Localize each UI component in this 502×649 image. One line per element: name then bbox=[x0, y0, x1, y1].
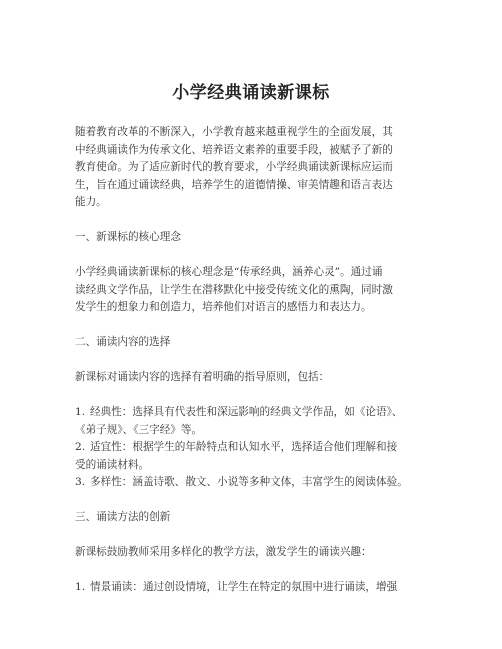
list-item-text: 适宜性：根据学生的年龄特点和认知水平，选择适合他们理解和接 bbox=[90, 441, 398, 454]
list-number: 2. bbox=[75, 441, 86, 454]
document-title: 小学经典诵读新课标 bbox=[172, 83, 330, 103]
section-heading: 一、新课标的核心理念 bbox=[75, 231, 181, 243]
section2-lead: 新课标对诵读内容的选择有着明确的指导原则，包括： bbox=[75, 371, 330, 383]
list-item bbox=[75, 404, 455, 422]
section-heading: 二、诵读内容的选择 bbox=[75, 336, 171, 348]
list-number: 1. bbox=[75, 406, 86, 418]
paragraph-line: 教育使命。为了适应新时代的教育要求，小学经典诵读新课标应运而 bbox=[75, 161, 393, 174]
list-item bbox=[75, 439, 455, 457]
list-number: 3. bbox=[75, 476, 86, 489]
paragraph-line: 中经典诵读作为传承文化、培养语文素养的重要手段，被赋予了新的 bbox=[75, 143, 393, 156]
section3-lead: 新课标鼓励教师采用多样化的教学方法，激发学生的诵读兴趣： bbox=[75, 546, 372, 558]
section1-paragraph bbox=[75, 264, 455, 317]
list-item-text: 多样性：涵盖诗歌、散文、小说等多种文体，丰富学生的阅读体验。 bbox=[90, 476, 408, 489]
list-item-continuation: 《弟子规》、《三字经》等。 bbox=[75, 423, 203, 436]
section3-list bbox=[75, 579, 455, 597]
list-item-text: 情景诵读：通过创设情境，让学生在特定的氛围中进行诵读，增强 bbox=[90, 581, 398, 593]
paragraph-line: 小学经典诵读新课标的核心理念是“传承经典，涵养心灵”。通过诵 bbox=[75, 266, 383, 278]
list-number: 1. bbox=[75, 581, 86, 593]
section2-list bbox=[75, 404, 455, 492]
list-item bbox=[75, 579, 455, 597]
paragraph-line: 发学生的想象力和创造力，培养他们对语言的感悟力和表达力。 bbox=[75, 301, 372, 314]
list-item-text: 经典性：选择具有代表性和深远影响的经典文学作品，如《论语》、 bbox=[90, 406, 403, 418]
paragraph-line: 随着教育改革的不断深入，小学教育越来越重视学生的全面发展，其 bbox=[75, 126, 393, 138]
section-heading: 三、诵读方法的创新 bbox=[75, 511, 171, 523]
list-item bbox=[75, 474, 455, 492]
paragraph-line: 生，旨在通过诵读经典，培养学生的道德情操、审美情趣和语言表达 bbox=[75, 178, 393, 191]
paragraph-line: 读经典文学作品，让学生在潜移默化中接受传统文化的熏陶，同时激 bbox=[75, 283, 393, 296]
list-item-continuation: 受的诵读材料。 bbox=[75, 458, 150, 471]
intro-paragraph bbox=[75, 124, 455, 212]
paragraph-line: 能力。 bbox=[75, 196, 107, 209]
